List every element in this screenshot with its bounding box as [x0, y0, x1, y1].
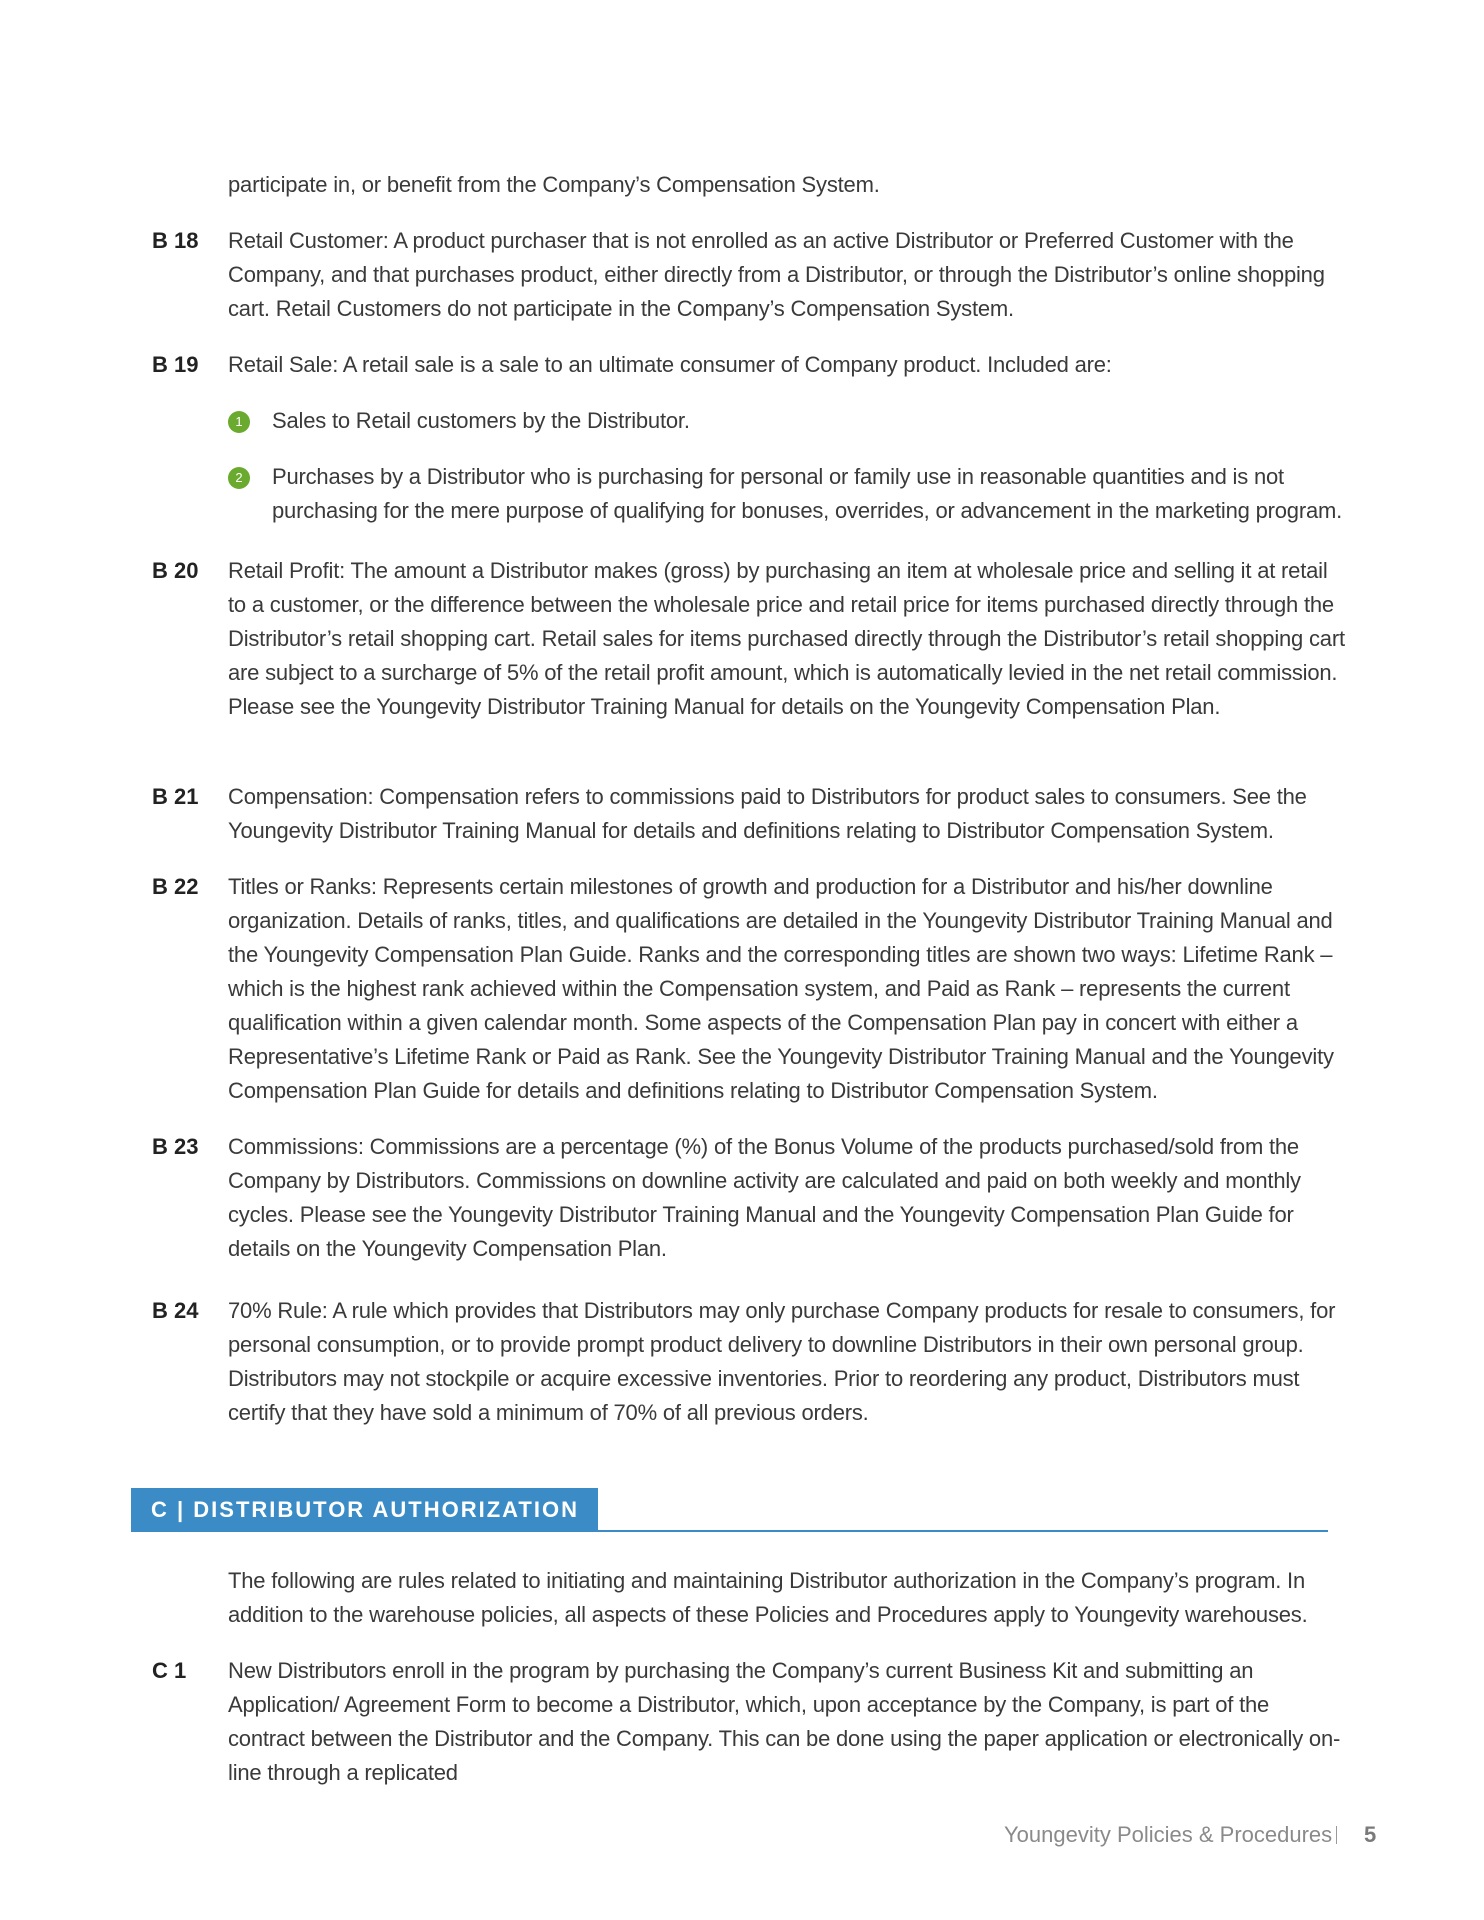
number-badge: 1 [228, 411, 250, 433]
item-text: New Distributors enroll in the program by purchasing the Company’s current Business Kit and submitting an Application/ Agreement Form to become a Distributor, which, upon acceptance by the Company, is part of the contract between the Distributor and the Company. This can be done using the paper application or electronically on-line through a replicated [228, 1658, 1341, 1785]
list-item-text: Purchases by a Distributor who is purchasing for personal or family use in reasonable quantities and is not purchasing for the mere purpose of qualifying for bonuses, overrides, or advancement in the marketing program. [272, 464, 1343, 523]
definition-b21 [152, 780, 1352, 848]
definition-b19 [152, 348, 1352, 382]
page-number: 5 [1364, 1822, 1377, 1847]
item-code: B 22 [152, 874, 199, 899]
list-item-text: Sales to Retail customers by the Distributor. [272, 408, 690, 433]
definition-b23 [152, 1130, 1352, 1266]
item-code: B 24 [152, 1298, 199, 1323]
item-text: Commissions: Commissions are a percentage (%) of the Bonus Volume of the products purchased/sold from the Company by Distributors. Commissions on downline activity are calculated and paid on both weekly and monthly cycles. Please see the Youngevity Distributor Training Manual and the Youngevity Compensation Plan Guide for details on the Youngevity Compensation Plan. [228, 1134, 1301, 1261]
item-text: Titles or Ranks: Represents certain milestones of growth and production for a Distributor and his/her downline organization. Details of ranks, titles, and qualifications are detailed in the Youngevity Distributor Training Manual and the Youngevity Compensation Plan Guide. Ranks and the corresponding titles are shown two ways: Lifetime Rank – which is the highest rank achieved within the Compensation system, and Paid as Rank – represents the current qualification within a given calendar month. Some aspects of the Compensation Plan pay in concert with either a Representative’s Lifetime Rank or Paid as Rank. See the Youngevity Distributor Training Manual and the Youngevity Compensation Plan Guide for details and definitions relating to Distributor Compensation System. [228, 874, 1334, 1103]
list-item [228, 404, 1348, 438]
item-code: B 21 [152, 784, 199, 809]
rule-c1 [152, 1654, 1352, 1790]
footer-separator [1336, 1826, 1337, 1844]
item-text: Compensation: Compensation refers to commissions paid to Distributors for product sales to consumers. See the Youngevity Distributor Training Manual for details and definitions relating to Distributor Compensation System. [228, 784, 1307, 843]
item-code: C 1 [152, 1658, 187, 1683]
item-code: B 23 [152, 1134, 199, 1159]
item-text: 70% Rule: A rule which provides that Distributors may only purchase Company products for resale to consumers, for personal consumption, or to provide prompt product delivery to downline Distributors in their own personal group. Distributors may not stockpile or acquire excessive inventories. Prior to reordering any product, Distributors must certify that they have sold a minimum of 70% of all previous orders. [228, 1298, 1336, 1425]
item-text: Retail Profit: The amount a Distributor makes (gross) by purchasing an item at wholesale price and selling it at retail to a customer, or the difference between the wholesale price and retail price for items purchased directly through the Distributor’s retail shopping cart. Retail sales for items purchased directly through the Distributor’s retail shopping cart are subject to a surcharge of 5% of the retail profit amount, which is automatically levied in the net retail commission. Please see the Youngevity Distributor Training Manual for details on the Youngevity Compensation Plan. [228, 558, 1345, 719]
item-code: B 18 [152, 228, 199, 253]
footer-title: Youngevity Policies & Procedures [1004, 1822, 1333, 1847]
item-code: B 19 [152, 352, 199, 377]
continued-text: participate in, or benefit from the Company’s Compensation System. [228, 172, 880, 197]
definition-b24 [152, 1294, 1352, 1430]
section-intro: The following are rules related to initiating and maintaining Distributor authorization in the Company’s program. In addition to the warehouse policies, all aspects of these Policies and Procedures apply to Youngevity warehouses. [228, 1568, 1308, 1627]
item-text: Retail Sale: A retail sale is a sale to an ultimate consumer of Company product. Included are: [228, 352, 1112, 377]
number-badge: 2 [228, 467, 250, 489]
section-header: C | DISTRIBUTOR AUTHORIZATION [131, 1488, 598, 1532]
item-text: Retail Customer: A product purchaser that is not enrolled as an active Distributor or Preferred Customer with the Company, and that purchases product, either directly from a Distributor, or through the Distributor’s online shopping cart. Retail Customers do not participate in the Company’s Compensation System. [228, 228, 1325, 321]
definition-b22 [152, 870, 1352, 1108]
definition-b18 [152, 224, 1352, 326]
definition-b20 [152, 554, 1352, 724]
list-item [228, 460, 1348, 528]
section-divider [131, 1530, 1328, 1532]
item-code: B 20 [152, 558, 199, 583]
